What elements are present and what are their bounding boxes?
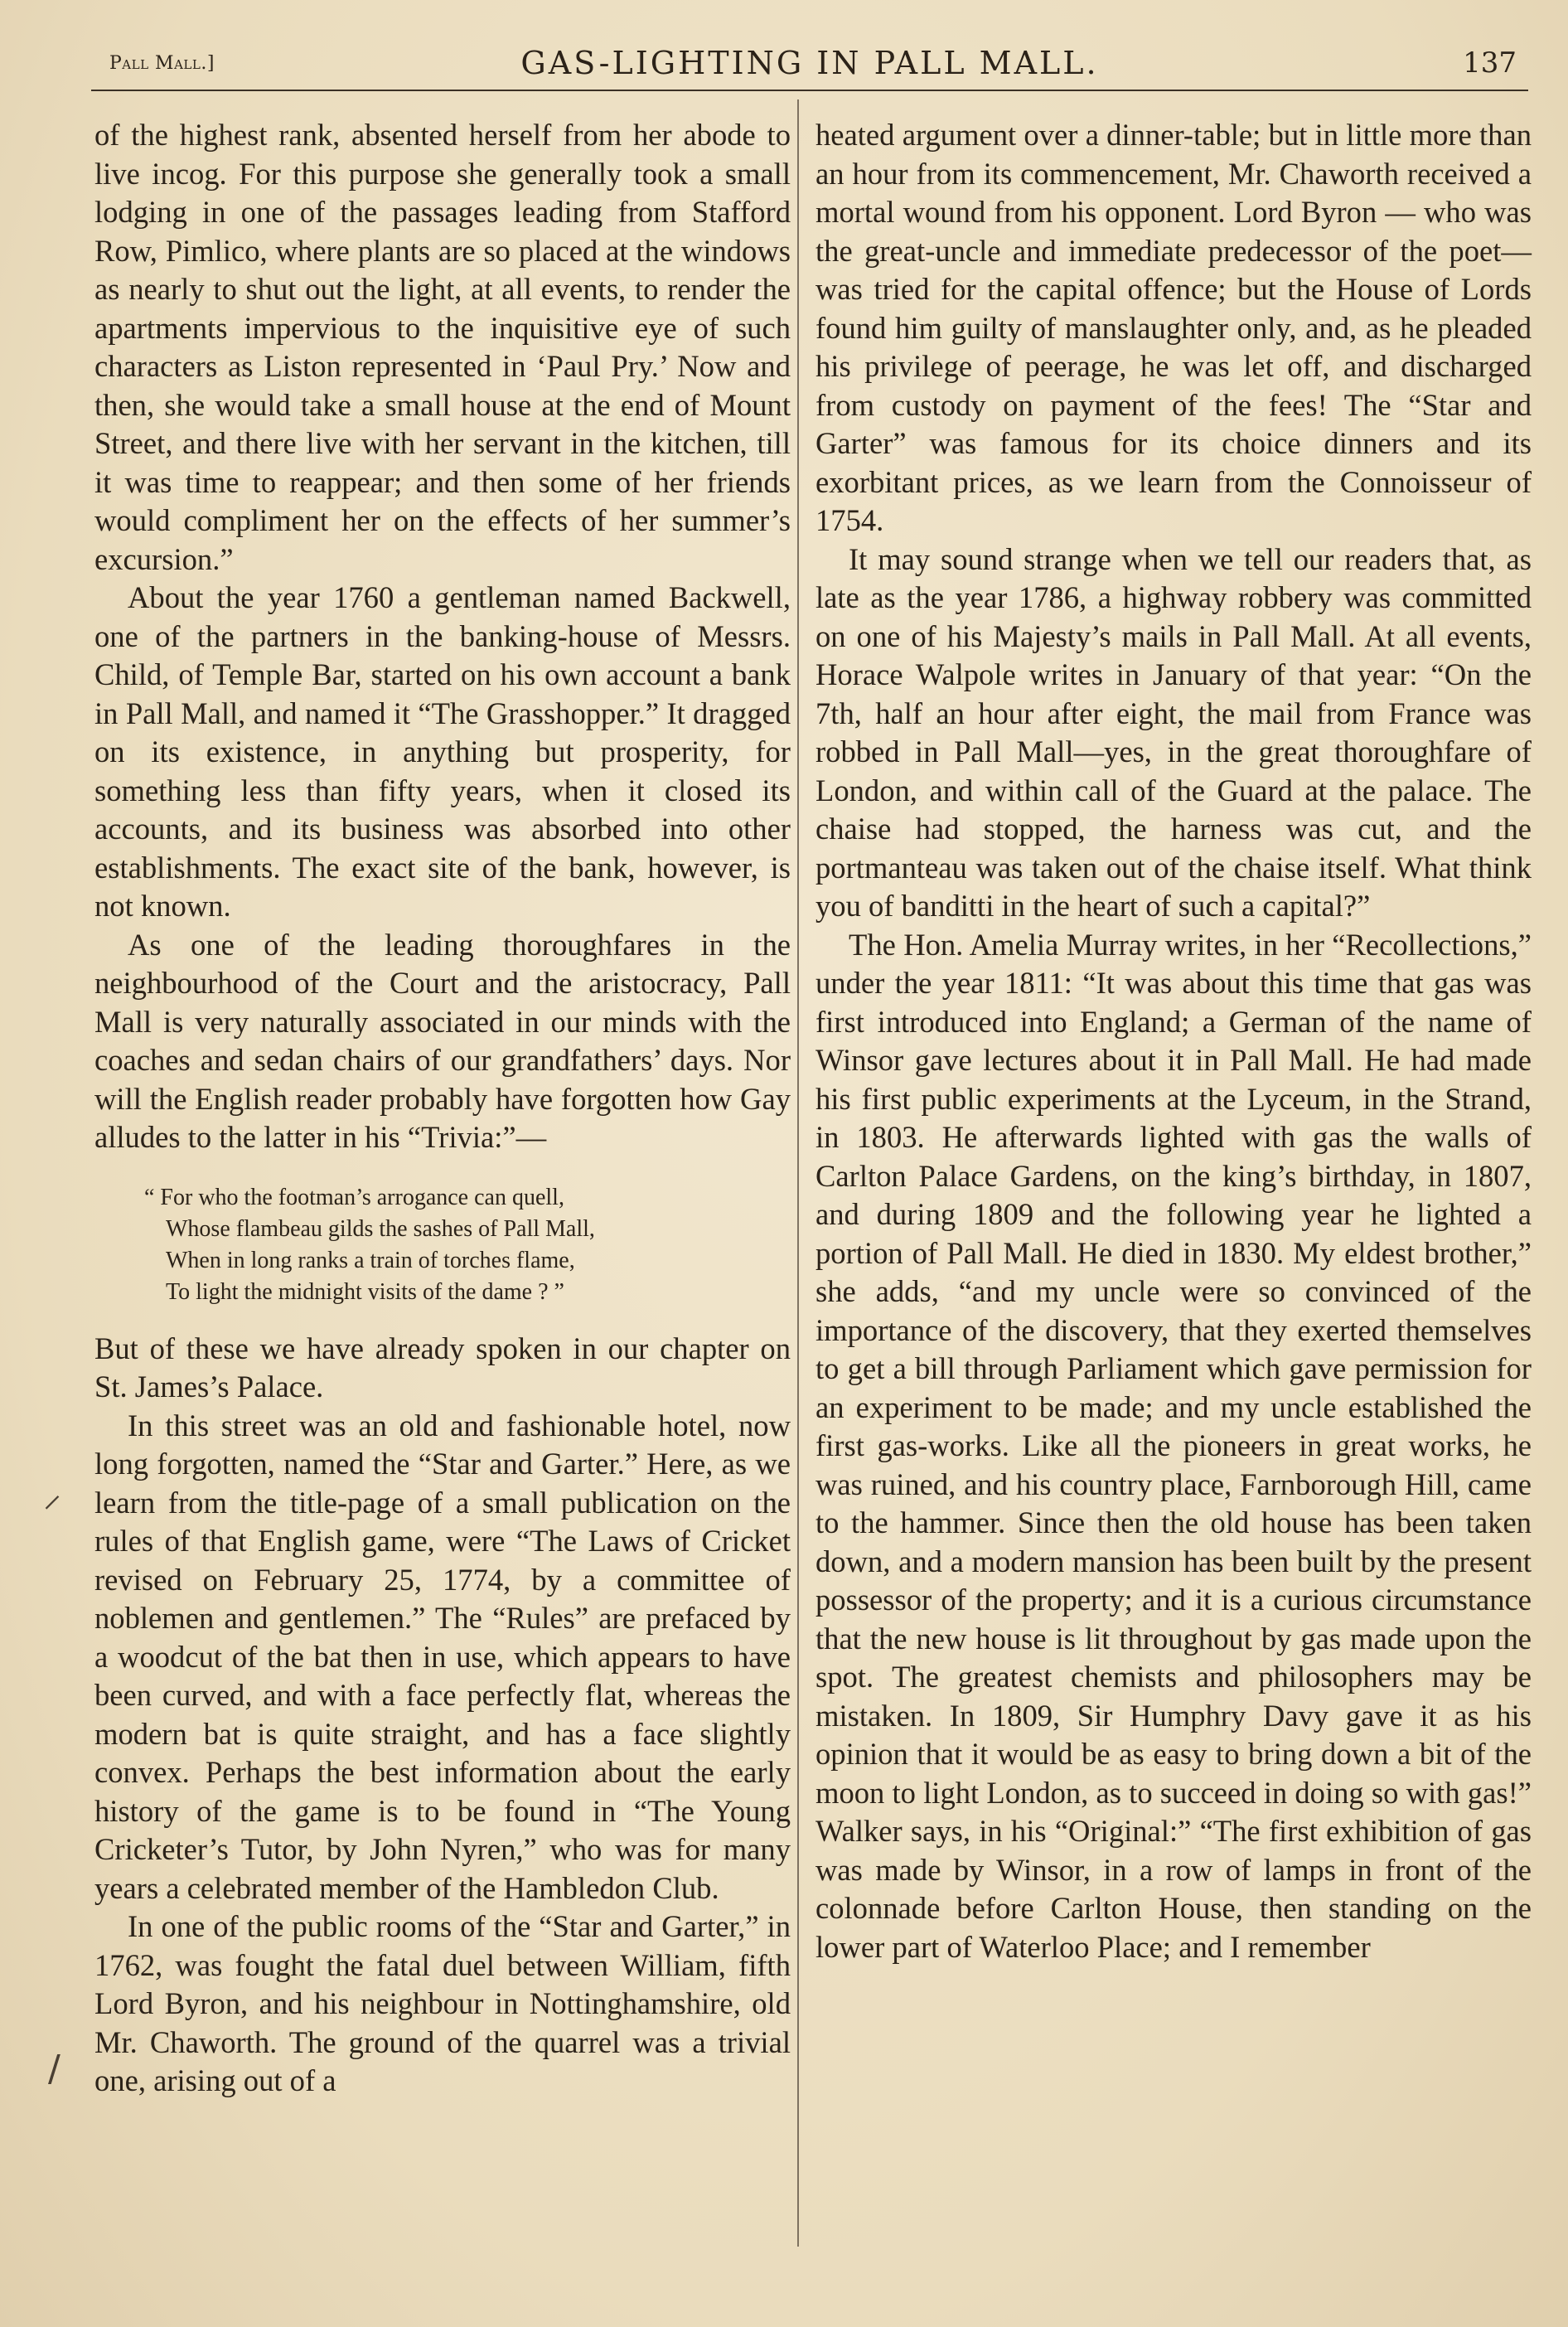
paragraph-byron-duel: In one of the public rooms of the “Star and Garter,” in 1762, was fought the fatal duel between William, fifth Lord Byron, and his neighbour in Nottinghamshire, old Mr. Chaworth. The ground of the quarrel was a trivial one, arising out of a (94, 1909, 791, 2097)
verse-line: Whose flambeau gilds the sashes of Pall Mall, (166, 1215, 595, 1242)
paragraph-coaches-sedan-chairs: As one of the leading thoroughfares in the neighbourhood of the Court and the aristocracy, Pall Mall is very naturally associated in our minds with the coaches and sedan chairs of our grandfathers’ days. Nor will the English reader probably have forgotten how Gay alludes to the latter in his “Trivia:”— (94, 927, 791, 1154)
verse-line: “ For who the footman’s arrogance can quell, (144, 1184, 564, 1210)
paragraph-duel-continued: heated argument over a dinner-table; but in little more than an hour from its commencement, Mr. Chaworth received a mortal wound from his opponent. Lord Byron — who was the great-uncle and immediate predecessor of the poet—was tried for the capital offence; but the House of Lords found him guilty of manslaughter only, and, as he pleaded his privilege of peerage, he was let off, and discharged from custody on payment of the fees! The “Star and Garter” was famous for its choice dinners and its exorbitant prices, as we learn from the Connoisseur of 1754. (815, 118, 1532, 537)
page-header (91, 43, 1528, 91)
verse-line: When in long ranks a train of torches flame, (166, 1247, 575, 1273)
pencil-slash-mark-icon: / (48, 2048, 60, 2090)
paragraph-highway-robbery: It may sound strange when we tell our readers that, as late as the year 1786, a highway robbery was committed on one of his Majesty’s mails in Pall Mall. At all events, Horace Walpole writes in January of that year: “On the 7th, half an hour after eight, the mail from France was robbed in Pall Mall—yes, in the great thoroughfare of London, and within call of the Guard at the palace. The chaise had stopped, the harness was cut, and the portmanteau was taken out of the chaise itself. What think you of banditti in the heart of such a capital?” (815, 541, 1532, 923)
paragraph-gas-lighting: The Hon. Amelia Murray writes, in her “Recollections,” under the year 1811: “It was about this time that gas was first introduced into England; a German of the name of Winsor gave lectures about it in Pall Mall. He had made his first public experiments at the Lyceum, in the Strand, in 1803. He afterwards lighted with gas the walls of Carlton Palace Gardens, on the king’s birthday, in 1807, and during 1809 and the following year he lighted a portion of Pall Mall. He died in 1830. My eldest brother,” she adds, “and my uncle were so convinced of the importance of the discovery, that they exerted themselves to get a bill through Parliament which gave permission for an experiment to be made; and my uncle established the first gas-works. Like all the pioneers in great works, he was ruined, and his country place, Farnborough Hill, came to the hammer. Since then the old house has been taken down, and a modern mansion has been built by the present possessor of the property; and it is a curious circumstance that the new house is lit throughout by gas made upon the spot. The greatest chemists and philosophers may be mistaken. In 1809, Sir Humphry Davy gave it as his opinion that it would be as easy to bring down a bit of the moon to light London, as to succeed in doing so with gas!” Walker says, in his “Original:” “The first exhibition of gas was made by Winsor, in a row of lamps in front of the colonnade before Carlton House, then standing on the lower part of Waterloo Place; and I remember (815, 927, 1532, 1964)
paragraph-st-james-reference: But of these we have already spoken in our chapter on St. James’s Palace. (94, 1331, 791, 1403)
running-head: Pall Mall.] (109, 53, 215, 74)
paragraph-lady-incognito: of the highest rank, absented herself from her abode to live incog. For this purpose she generally took a small lodging in one of the passages leading from Stafford Row, Pimlico, where plants are so placed at the windows as nearly to shut out the light, at all events, to render the apartments impervious to the inquisitive eye of such characters as Liston represented in ‘Paul Pry.’ Now and then, she would take a small house at the end of Mount Street, and there live with her servant in the kitchen, till it was time to reappear; and then some of her friends would compliment her on the effects of her summer’s excursion.” (94, 118, 791, 576)
paragraph-star-and-garter: In this street was an old and fashionable hotel, now long forgotten, named the “Star and Garter.” Here, as we learn from the title-page of a small publication on the rules of that English game, were “The Laws of Cricket revised on February 25, 1774, by a committee of noblemen and gentlemen.” The “Rules” are prefaced by a woodcut of the bat then in use, which appears to have been curved, and with a face perfectly flat, whereas the modern bat is quite straight, and has a face slightly convex. Perhaps the best information about the early history of the game is to be found in “The Young Cricketer’s Tutor, by John Nyren,” who was for many years a celebrated member of the Hambledon Club. (94, 1408, 791, 1905)
right-column (815, 116, 1532, 1966)
left-column (94, 116, 791, 2101)
column-divider (797, 99, 799, 2247)
page-title: GAS-LIGHTING IN PALL MALL. (520, 45, 1099, 81)
paragraph-grasshopper-bank: About the year 1760 a gentleman named Backwell, one of the partners in the banking-house of Messrs. Child, of Temple Bar, started on his own account a bank in Pall Mall, and named it “The Grasshopper.” It dragged on its existence, in anything but prosperity, for something less than fifty years, when it closed its accounts, and its business was absorbed into other establishments. The exact site of the bank, however, is not known. (94, 580, 791, 923)
pencil-tick-mark-icon: ⸝ (43, 1473, 61, 1515)
verse-line: To light the midnight visits of the dame ? ” (166, 1278, 564, 1305)
page-number: 137 (1463, 46, 1517, 80)
trivia-verse (144, 1182, 791, 1308)
